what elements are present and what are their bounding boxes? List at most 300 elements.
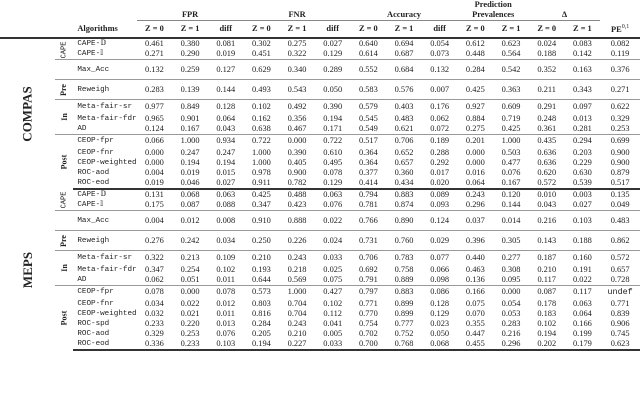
pe-value: 0.483 <box>600 211 640 231</box>
metric-value: 0.205 <box>251 329 271 338</box>
algorithm-name: ROC-aod <box>77 330 110 338</box>
metric-value: 0.062 <box>145 274 164 284</box>
algorithm-name: ROC-aod <box>77 169 110 177</box>
metric-value: 0.276 <box>137 231 173 251</box>
header-sub-col: Z = 0 <box>252 24 271 33</box>
metric-value: 0.089 <box>430 190 450 199</box>
metric-value: 0.356 <box>287 113 307 123</box>
table-row <box>0 251 640 265</box>
category-name: CAPE <box>60 191 69 209</box>
table-row <box>0 339 640 350</box>
metric-value: 0.187 <box>529 251 565 265</box>
metric-value: 0.322 <box>137 251 173 265</box>
metric-value: 0.927 <box>458 100 494 114</box>
algorithm-name: CEOP-fnr <box>77 300 114 308</box>
metric-value: 0.103 <box>565 211 601 231</box>
category-name: Pre <box>59 83 69 96</box>
metric-value: 0.719 <box>501 113 521 123</box>
metric-value: 0.033 <box>315 251 351 265</box>
metric-value: 0.017 <box>430 168 450 177</box>
algorithm-name: Meta-fair-fdr <box>77 265 137 274</box>
metric-value: 0.492 <box>279 100 315 114</box>
metric-value: 0.447 <box>465 329 485 338</box>
metric-value: 0.194 <box>323 113 343 123</box>
dataset-name: COMPAS <box>19 86 35 142</box>
metric-value: 0.542 <box>493 60 529 80</box>
algorithm-name: CEOP-weighted <box>77 310 137 318</box>
metric-value: 0.355 <box>465 319 485 328</box>
algorithm-name: CAPE-𝕀 <box>77 50 104 58</box>
metric-value: 0.292 <box>430 158 450 167</box>
metric-value: 0.194 <box>244 339 280 350</box>
category-name: In <box>59 112 69 121</box>
table-row <box>0 148 640 158</box>
metric-value: 0.849 <box>172 100 208 114</box>
metric-value: 0.050 <box>430 329 450 338</box>
metric-value: 0.131 <box>145 190 164 199</box>
metric-value: 0.483 <box>394 113 414 123</box>
table-row <box>0 200 640 211</box>
pe-value: 0.049 <box>610 200 630 209</box>
metric-value: 0.171 <box>323 123 343 133</box>
metric-value: 0.284 <box>458 60 494 80</box>
pe-value: 0.572 <box>600 251 640 265</box>
metric-value: 0.160 <box>565 251 601 265</box>
metric-value: 0.046 <box>172 178 208 189</box>
metric-value: 0.003 <box>572 190 592 199</box>
metric-value: 0.290 <box>180 49 200 58</box>
header-sub-col: Z = 1 <box>501 24 521 33</box>
metric-value: 0.783 <box>386 251 422 265</box>
metric-value: 0.281 <box>572 123 592 133</box>
pe-value: 0.082 <box>610 39 630 48</box>
metric-value: 0.583 <box>351 80 387 100</box>
pe-value: 0.745 <box>610 329 630 338</box>
pe-value: 0.271 <box>600 80 640 100</box>
metric-value: 0.229 <box>572 158 592 167</box>
metric-value: 0.488 <box>287 190 307 199</box>
metric-value: 0.032 <box>145 309 164 318</box>
metric-value: 0.178 <box>537 299 557 308</box>
metric-value: 0.684 <box>386 60 422 80</box>
metric-value: 0.377 <box>358 168 378 177</box>
algorithm-name: CEOP-weighted <box>77 159 137 167</box>
metric-value: 0.117 <box>537 274 556 284</box>
metric-value: 0.027 <box>208 178 244 189</box>
metric-value: 0.463 <box>465 264 485 274</box>
metric-value: 0.064 <box>458 178 494 189</box>
metric-value: 0.758 <box>394 264 414 274</box>
metric-value: 0.024 <box>315 231 351 251</box>
metric-value: 0.102 <box>323 299 343 308</box>
metric-value: 0.254 <box>180 264 200 274</box>
metric-value: 0.630 <box>572 168 592 177</box>
metric-value: 0.034 <box>208 231 244 251</box>
metric-value: 0.210 <box>244 251 280 265</box>
metric-value: 0.766 <box>351 211 387 231</box>
metric-value: 0.051 <box>180 274 200 284</box>
metric-value: 0.010 <box>537 190 557 199</box>
metric-value: 0.644 <box>251 274 271 284</box>
metric-value: 0.054 <box>501 299 521 308</box>
metric-value: 0.573 <box>244 285 280 299</box>
metric-value: 0.112 <box>323 309 342 318</box>
metric-value: 0.687 <box>394 49 414 58</box>
table-row <box>0 158 640 168</box>
metric-value: 0.899 <box>394 299 414 308</box>
header-sub-col: diff <box>326 24 339 33</box>
table-row <box>0 299 640 309</box>
metric-value: 0.199 <box>572 329 592 338</box>
algorithm-name: CEOP-fnr <box>77 149 114 157</box>
metric-value: 0.425 <box>251 190 271 199</box>
metric-value: 0.188 <box>537 49 557 58</box>
header-delta: Δ <box>529 0 600 21</box>
pe-value: 0.906 <box>610 319 630 328</box>
header-sub-col: Z = 0 <box>145 24 164 33</box>
metric-value: 0.227 <box>279 339 315 350</box>
metric-value: 0.043 <box>537 200 557 209</box>
algorithm-name: CEOP-fpr <box>73 134 136 148</box>
metric-value: 0.694 <box>394 39 414 48</box>
algorithm-name: Meta-fair-sr <box>73 251 136 265</box>
metric-value: 0.803 <box>251 299 271 308</box>
metric-value: 0.226 <box>279 231 315 251</box>
metric-value: 0.191 <box>572 264 592 274</box>
metric-value: 0.770 <box>358 309 378 318</box>
category-label <box>55 100 73 135</box>
header-fnr: FNR <box>244 0 351 21</box>
metric-value: 0.343 <box>565 80 601 100</box>
metric-value: 0.098 <box>430 274 450 284</box>
metric-value: 0.054 <box>430 39 450 48</box>
metric-value: 0.078 <box>323 168 343 177</box>
metric-value: 0.076 <box>501 168 521 177</box>
metric-value: 0.816 <box>251 309 271 318</box>
metric-value: 0.144 <box>208 80 244 100</box>
metric-value: 0.275 <box>465 123 485 133</box>
metric-value: 0.139 <box>172 80 208 100</box>
metric-value: 0.363 <box>493 80 529 100</box>
metric-value: 0.305 <box>493 231 529 251</box>
metric-value: 0.911 <box>244 178 280 189</box>
algorithm-name: ROC-eod <box>73 339 136 350</box>
pe-value: 0.119 <box>610 49 630 58</box>
metric-value: 0.883 <box>386 285 422 299</box>
metric-value: 0.414 <box>351 178 387 189</box>
metric-value: 0.176 <box>422 100 458 114</box>
metric-value: 0.572 <box>529 178 565 189</box>
metric-value: 0.552 <box>351 60 387 80</box>
metric-value: 0.087 <box>180 200 200 209</box>
metric-value: 0.194 <box>537 329 557 338</box>
metric-value: 0.093 <box>430 200 450 209</box>
metric-value: 0.077 <box>422 251 458 265</box>
metric-value: 0.063 <box>572 299 592 308</box>
metric-value: 0.000 <box>145 158 164 167</box>
metric-value: 0.014 <box>493 211 529 231</box>
metric-value: 0.284 <box>251 319 271 328</box>
pe-value: 0.376 <box>600 60 640 80</box>
metric-value: 0.294 <box>565 134 601 148</box>
metric-value: 0.005 <box>323 329 343 338</box>
header-algorithms: Algorithms <box>77 23 118 33</box>
header-pe <box>600 21 640 39</box>
algorithm-name: CAPE-𝔻 <box>77 191 107 199</box>
algorithm-name: Reweigh <box>73 231 136 251</box>
dataset-name: MEPS <box>19 251 35 288</box>
metric-value: 0.451 <box>251 49 271 58</box>
metric-value: 0.965 <box>145 113 164 123</box>
pe-value: 0.517 <box>600 178 640 189</box>
metric-value: 0.364 <box>358 148 378 157</box>
metric-value: 0.008 <box>208 211 244 231</box>
metric-value: 0.124 <box>422 211 458 231</box>
metric-value: 0.771 <box>358 299 378 308</box>
metric-value: 0.657 <box>394 158 414 167</box>
metric-value: 0.136 <box>465 274 485 284</box>
metric-value: 0.704 <box>287 299 307 308</box>
metric-value: 0.495 <box>323 158 343 167</box>
metric-value: 0.623 <box>501 39 521 48</box>
table-row <box>0 80 640 100</box>
metric-value: 0.011 <box>216 274 235 284</box>
metric-value: 0.216 <box>529 211 565 231</box>
metric-value: 0.347 <box>251 200 271 209</box>
category-name: In <box>59 263 69 272</box>
metric-value: 0.347 <box>145 264 164 274</box>
table-row <box>0 285 640 299</box>
metric-value: 1.000 <box>251 148 271 157</box>
metric-value: 0.288 <box>430 148 450 157</box>
metric-value: 0.248 <box>537 113 557 123</box>
category-name: Pre <box>59 234 69 247</box>
metric-value: 0.910 <box>244 211 280 231</box>
metric-value: 0.440 <box>458 251 494 265</box>
pe-value: 0.879 <box>610 168 630 177</box>
pe-value: 0.728 <box>610 274 630 284</box>
metric-value: 0.076 <box>323 200 343 209</box>
metric-value: 1.000 <box>251 158 271 167</box>
metric-value: 0.576 <box>386 80 422 100</box>
metric-value: 0.210 <box>537 264 557 274</box>
metric-value: 0.120 <box>501 190 521 199</box>
header-sub-col: Z = 1 <box>180 24 200 33</box>
metric-value: 0.023 <box>430 319 450 328</box>
metric-value: 0.102 <box>216 264 236 274</box>
metric-value: 0.899 <box>394 309 414 318</box>
metric-value: 0.124 <box>145 123 164 133</box>
metric-value: 0.283 <box>501 319 521 328</box>
metric-value: 0.296 <box>493 339 529 350</box>
header-sub-row <box>0 21 640 39</box>
metric-value: 0.361 <box>537 123 557 133</box>
metric-value: 0.012 <box>172 211 208 231</box>
metric-value: 0.777 <box>394 319 414 328</box>
metric-value: 0.901 <box>180 113 200 123</box>
pe-value: 0.657 <box>610 264 630 274</box>
metric-value: 0.291 <box>529 100 565 114</box>
metric-value: 0.128 <box>430 299 450 308</box>
metric-value: 0.064 <box>572 309 592 318</box>
metric-value: 0.162 <box>251 113 271 123</box>
metric-value: 0.977 <box>137 100 173 114</box>
metric-value: 0.275 <box>287 39 307 48</box>
metric-value: 0.132 <box>422 60 458 80</box>
metric-value: 0.791 <box>358 274 378 284</box>
table-row <box>0 319 640 329</box>
pe-value: 0.900 <box>610 158 630 167</box>
table-row <box>0 265 640 275</box>
metric-value: 0.022 <box>572 274 592 284</box>
metric-value: 0.461 <box>145 39 164 48</box>
metric-value: 0.610 <box>323 148 343 157</box>
metric-value: 0.163 <box>565 60 601 80</box>
metric-value: 0.216 <box>501 329 521 338</box>
metric-value: 0.103 <box>208 339 244 350</box>
metric-value: 0.380 <box>180 39 200 48</box>
metric-value: 0.884 <box>465 113 485 123</box>
metric-value: 0.000 <box>465 148 485 157</box>
metric-value: 0.167 <box>180 123 200 133</box>
metric-value: 0.053 <box>501 309 521 318</box>
metric-value: 0.652 <box>394 148 414 157</box>
pe-value: 0.329 <box>610 113 630 123</box>
table-row <box>0 231 640 251</box>
metric-value: 0.166 <box>458 285 494 299</box>
table-row <box>0 60 640 80</box>
metric-value: 0.109 <box>208 251 244 265</box>
metric-value: 0.068 <box>180 190 200 199</box>
algorithm-name: AD <box>77 275 87 284</box>
metric-value: 0.760 <box>386 231 422 251</box>
metric-value: 0.243 <box>287 319 307 328</box>
metric-value: 0.070 <box>465 309 485 318</box>
table-row <box>0 211 640 231</box>
metric-value: 0.166 <box>572 319 592 328</box>
table-row <box>0 189 640 200</box>
metric-value: 0.549 <box>358 123 378 133</box>
category-name: Post <box>59 154 69 170</box>
metric-value: 0.700 <box>351 339 387 350</box>
metric-value: 0.128 <box>208 100 244 114</box>
metric-value: 0.390 <box>315 100 351 114</box>
category-label <box>55 189 73 211</box>
metric-value: 0.448 <box>465 49 485 58</box>
metric-value: 0.183 <box>537 309 557 318</box>
metric-value: 0.636 <box>537 158 557 167</box>
metric-value: 0.396 <box>458 231 494 251</box>
pe-value: 0.622 <box>600 100 640 114</box>
metric-value: 0.013 <box>572 113 592 123</box>
metric-value: 0.874 <box>394 200 414 209</box>
metric-value: 0.143 <box>529 231 565 251</box>
metric-value: 0.702 <box>358 329 378 338</box>
metric-value: 0.029 <box>422 231 458 251</box>
metric-value: 0.781 <box>358 200 378 209</box>
metric-value: 0.360 <box>394 168 414 177</box>
metric-value: 0.247 <box>216 148 236 157</box>
pe-value: 0.839 <box>610 309 630 318</box>
header-sub-col: Z = 0 <box>465 24 485 33</box>
metric-value: 0.087 <box>529 285 565 299</box>
metric-value: 0.218 <box>287 264 307 274</box>
metric-value: 0.243 <box>279 251 315 265</box>
pe-value: 0.900 <box>610 148 630 157</box>
metric-value: 0.220 <box>180 319 200 328</box>
metric-value: 0.078 <box>137 285 173 299</box>
metric-value: 0.704 <box>287 309 307 318</box>
metric-value: 0.243 <box>465 190 485 199</box>
header-accuracy: Accuracy <box>351 0 458 21</box>
metric-value: 0.144 <box>501 200 521 209</box>
metric-value: 0.066 <box>137 134 173 148</box>
metric-value: 0.797 <box>351 285 387 299</box>
category-label <box>55 285 73 350</box>
metric-value: 0.127 <box>208 60 244 80</box>
metric-value: 0.175 <box>145 200 164 209</box>
metric-value: 0.075 <box>323 274 343 284</box>
pe-value: 0.253 <box>610 123 630 133</box>
metric-value: 0.211 <box>529 80 565 100</box>
header-sub-col: diff <box>219 24 233 33</box>
algorithm-name: CAPE-𝕀 <box>77 201 104 209</box>
pe-value: 0.623 <box>600 339 640 350</box>
metric-value: 0.011 <box>216 309 235 318</box>
metric-value: 0.129 <box>315 178 351 189</box>
metric-value: 0.167 <box>493 178 529 189</box>
metric-value: 0.043 <box>216 123 236 133</box>
metric-value: 0.423 <box>287 200 307 209</box>
category-label <box>55 60 73 80</box>
algorithm-name: CAPE-𝔻 <box>77 40 107 48</box>
category-label <box>55 80 73 100</box>
pe-value: 0.135 <box>610 190 630 199</box>
metric-value: 0.888 <box>279 211 315 231</box>
metric-value: 0.073 <box>430 49 450 58</box>
algorithm-name: Max_Acc <box>73 60 136 80</box>
metric-value: 0.629 <box>244 60 280 80</box>
metric-value: 0.132 <box>137 60 173 80</box>
metric-value: 0.900 <box>287 168 307 177</box>
metric-value: 0.078 <box>208 285 244 299</box>
metric-value: 0.142 <box>572 49 592 58</box>
metric-value: 0.007 <box>422 80 458 100</box>
category-name: CAPE <box>60 41 69 58</box>
metric-value: 0.620 <box>537 168 557 177</box>
table-row <box>0 178 640 189</box>
header-group-row <box>0 0 640 21</box>
metric-value: 0.340 <box>279 60 315 80</box>
metric-value: 0.075 <box>465 299 485 308</box>
metric-value: 0.020 <box>422 178 458 189</box>
category-label <box>55 231 73 251</box>
header-sub-col: Z = 0 <box>358 24 378 33</box>
metric-value: 0.539 <box>565 178 601 189</box>
dataset-label <box>0 38 55 189</box>
metric-value: 0.329 <box>145 329 164 338</box>
metric-value: 0.706 <box>386 134 422 148</box>
header-fpr: FPR <box>137 0 244 21</box>
table-row <box>0 49 640 60</box>
metric-value: 0.117 <box>565 285 601 299</box>
metric-value: 0.000 <box>493 285 529 299</box>
metric-value: 0.062 <box>430 113 450 123</box>
category-label <box>55 211 73 231</box>
metric-value: 0.296 <box>465 200 485 209</box>
table-row <box>0 100 640 114</box>
header-pe-label: PE <box>611 25 622 35</box>
